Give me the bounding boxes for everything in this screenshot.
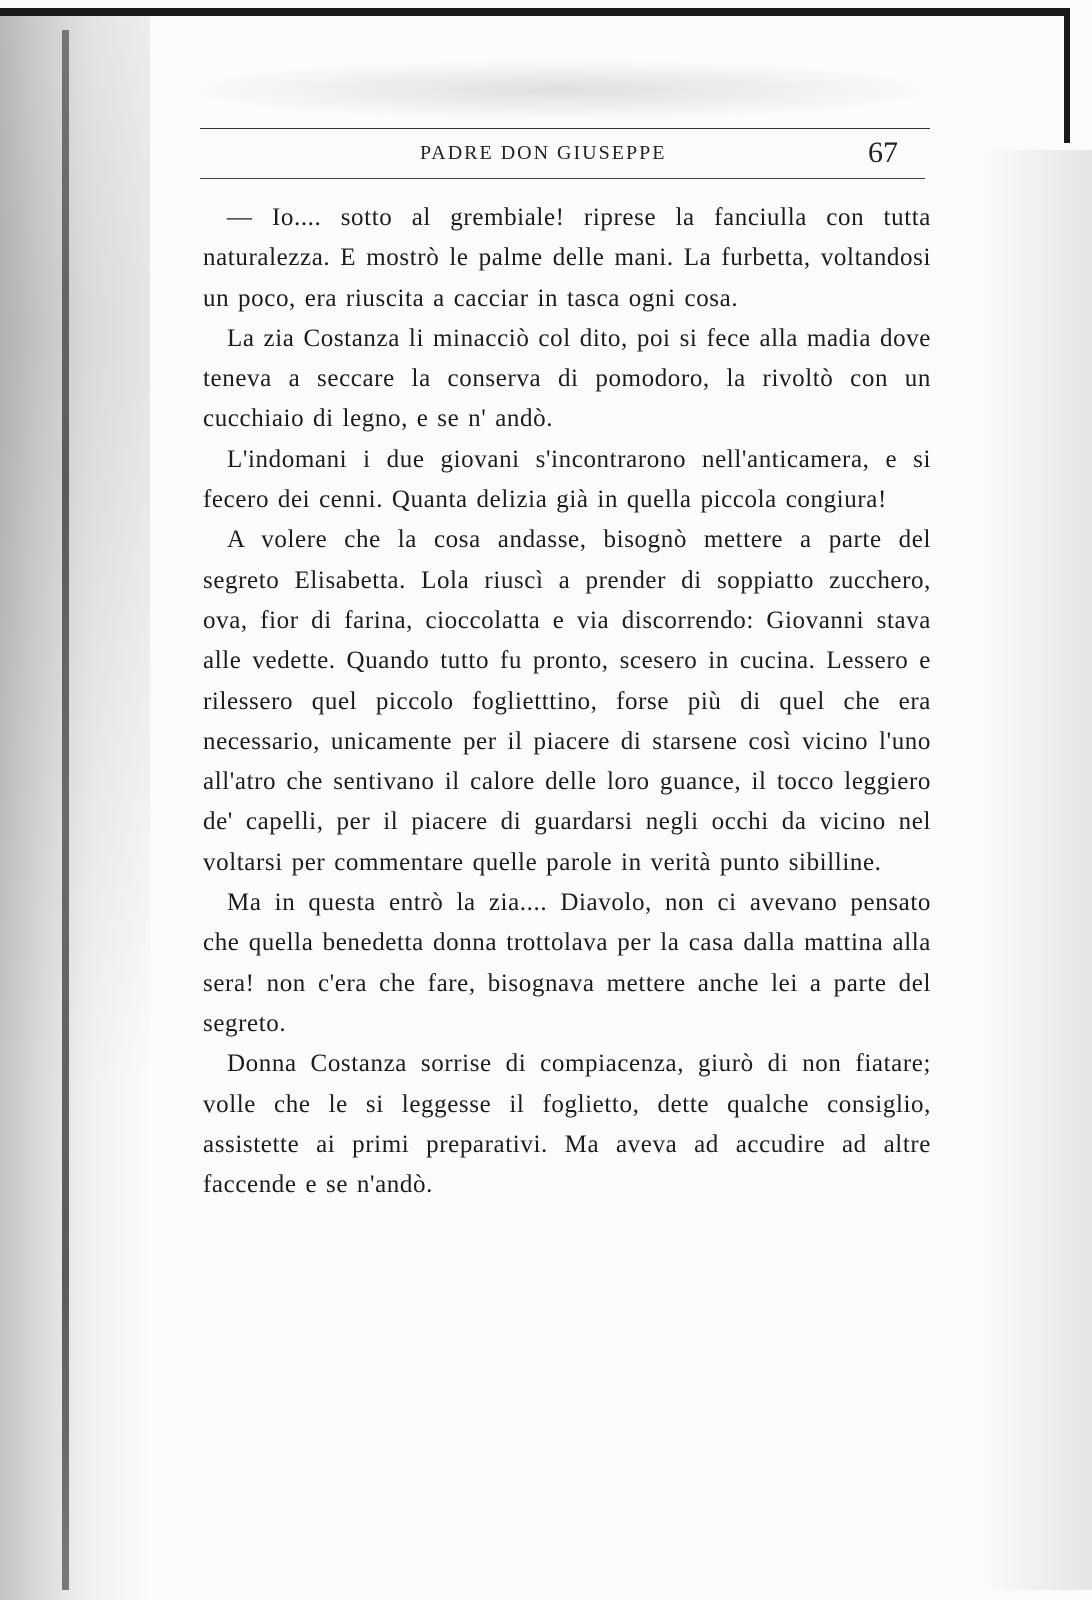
body-text: [203, 198, 931, 1205]
paragraph: — Io.... sotto al grembiale! riprese la fanciulla con tutta naturalezza. E mostrò le palme delle mani. La furbetta, voltandosi un poco, era riuscita a cacciar in tasca ogni cosa.: [203, 204, 931, 312]
paragraph: A volere che la cosa andasse, bisognò mettere a parte del segreto Elisabetta. Lola riuscì a prender di soppiatto zucchero, ova, fior di farina, cioccolatta e via discorrendo: Giovanni stava alle vedette. Quando tutto fu pronto, scesero in cucina. Lessero e rilessero quel piccolo foglietttino, forse più di quel che era necessario, unicamente per il piacere di starsene così vicino l'uno all'atro che sentivano il calore delle loro guance, il tocco leggiero de' capelli, per il piacere di guardarsi negli occhi da vicino nel voltarsi per commentare quelle parole in verità punto sibilline.: [203, 526, 931, 876]
header-bottom-rule: [200, 178, 925, 179]
binding-gutter-line: [62, 30, 69, 1590]
paragraph: La zia Costanza li minacciò col dito, poi si fece alla madia dove teneva a seccare la conserva di pomodoro, la rivoltò con un cucchiaio di legno, e se n' andò.: [203, 324, 931, 433]
scan-top-border: [0, 8, 1070, 16]
paragraph: Ma in questa entrò la zia.... Diavolo, non ci avevano pensato che quella benedetta donna trottolava per la casa dalla mattina alla sera! non c'era che fare, bisognava mettere anche lei a parte del segreto.: [203, 889, 931, 1037]
scan-top-noise: [180, 60, 940, 120]
scan-right-border: [1064, 8, 1070, 143]
running-head: PADRE DON GIUSEPPE: [420, 142, 667, 164]
binding-shadow: [0, 16, 150, 1600]
scan-edge-noise: [982, 150, 1092, 1590]
page-number: 67: [868, 136, 898, 169]
paragraph: Donna Costanza sorrise di compiacenza, giurò di non fiatare; volle che le si leggesse il foglietto, dette qualche consiglio, assistette ai primi preparativi. Ma aveva ad accudire ad altre faccende e se n'andò.: [203, 1050, 931, 1199]
header-top-rule: [200, 128, 930, 129]
paragraph: L'indomani i due giovani s'incontrarono nell'anticamera, e si fecero dei cenni. Quanta delizia già in quella piccola congiura!: [203, 445, 931, 514]
